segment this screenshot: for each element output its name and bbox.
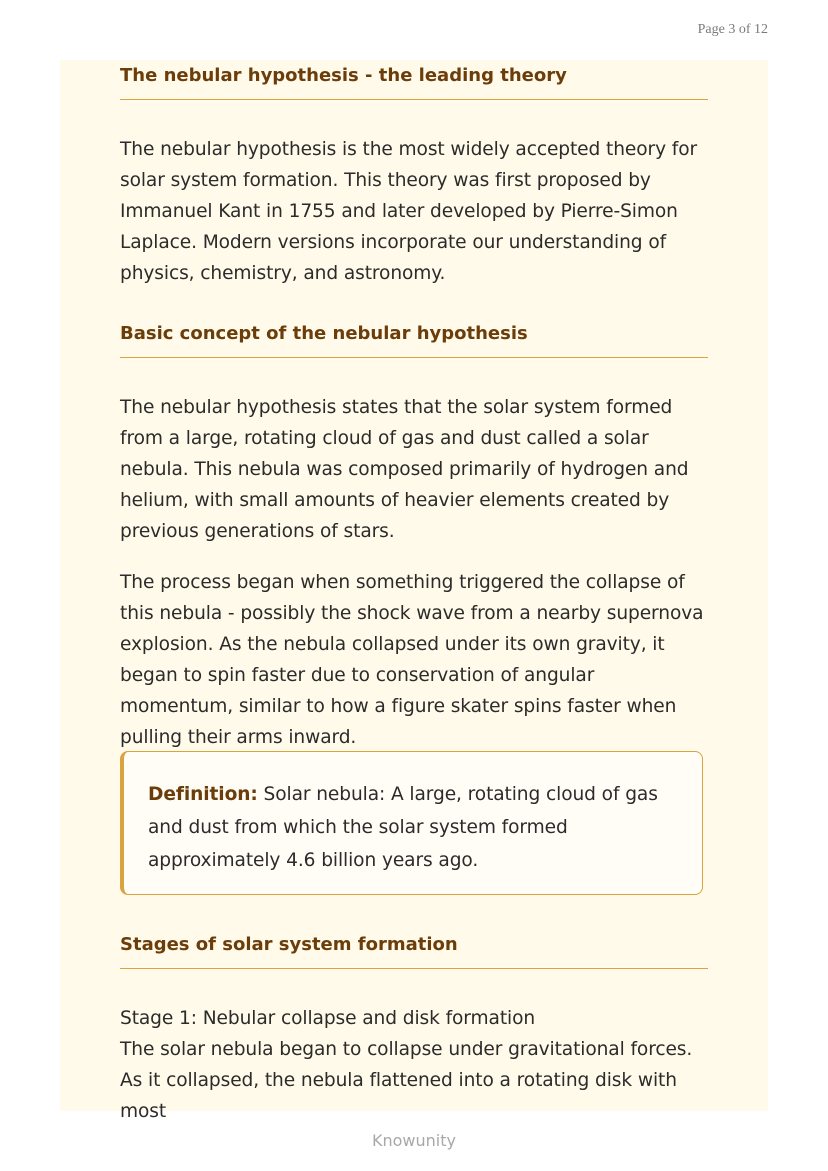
definition-body: Solar nebula: A large, rotating cloud of gas and dust from which the solar system formed approximately 4.6 billion years ago.	[148, 784, 658, 871]
paragraph-collapse-process: The process began when something triggered the collapse of this nebula - possibly the shock wave from a nearby supernova explosion. As the nebula collapsed under its own gravity, it began to spin faster due to conservation of angular momentum, similar to how a figure skater spins faster when pulling their arms inward.	[120, 572, 704, 748]
definition-callout	[120, 751, 703, 895]
stage1-text: The solar nebula began to collapse under gravitational forces. As it collapsed, the nebula flattened into a rotating disk with most	[120, 1039, 693, 1122]
paragraph-nebular-intro: The nebular hypothesis is the most widely accepted theory for solar system formation. This theory was first proposed by Immanuel Kant in 1755 and later developed by Pierre-Simon Laplace. Modern versions incorporate our understanding of physics, chemistry, and astronomy.	[120, 139, 698, 284]
stage1-title: Stage 1: Nebular collapse and disk formation	[120, 1008, 536, 1029]
section-nebular-body	[120, 134, 708, 289]
definition-text	[148, 778, 688, 877]
section-stages-body	[120, 1003, 708, 1127]
section-heading-stages: Stages of solar system formation	[120, 934, 708, 969]
paragraph-basic-concept: The nebular hypothesis states that the solar system formed from a large, rotating cloud of gas and dust called a solar nebula. This nebula was composed primarily of hydrogen and helium, with small amounts of heavier elements created by previous generations of stars.	[120, 397, 689, 542]
section-nebular	[120, 65, 708, 100]
section-heading-nebular-hypothesis: The nebular hypothesis - the leading theory	[120, 65, 708, 100]
section-stages	[120, 934, 708, 969]
content-area	[60, 60, 768, 1122]
section-basic-body-2	[120, 567, 708, 753]
footer-brand: Knowunity	[372, 1131, 456, 1150]
section-basic	[120, 323, 708, 358]
section-basic-body	[120, 392, 708, 547]
definition-label: Definition:	[148, 784, 258, 805]
section-heading-basic-concept: Basic concept of the nebular hypothesis	[120, 323, 708, 358]
page-number: Page 3 of 12	[697, 22, 768, 37]
